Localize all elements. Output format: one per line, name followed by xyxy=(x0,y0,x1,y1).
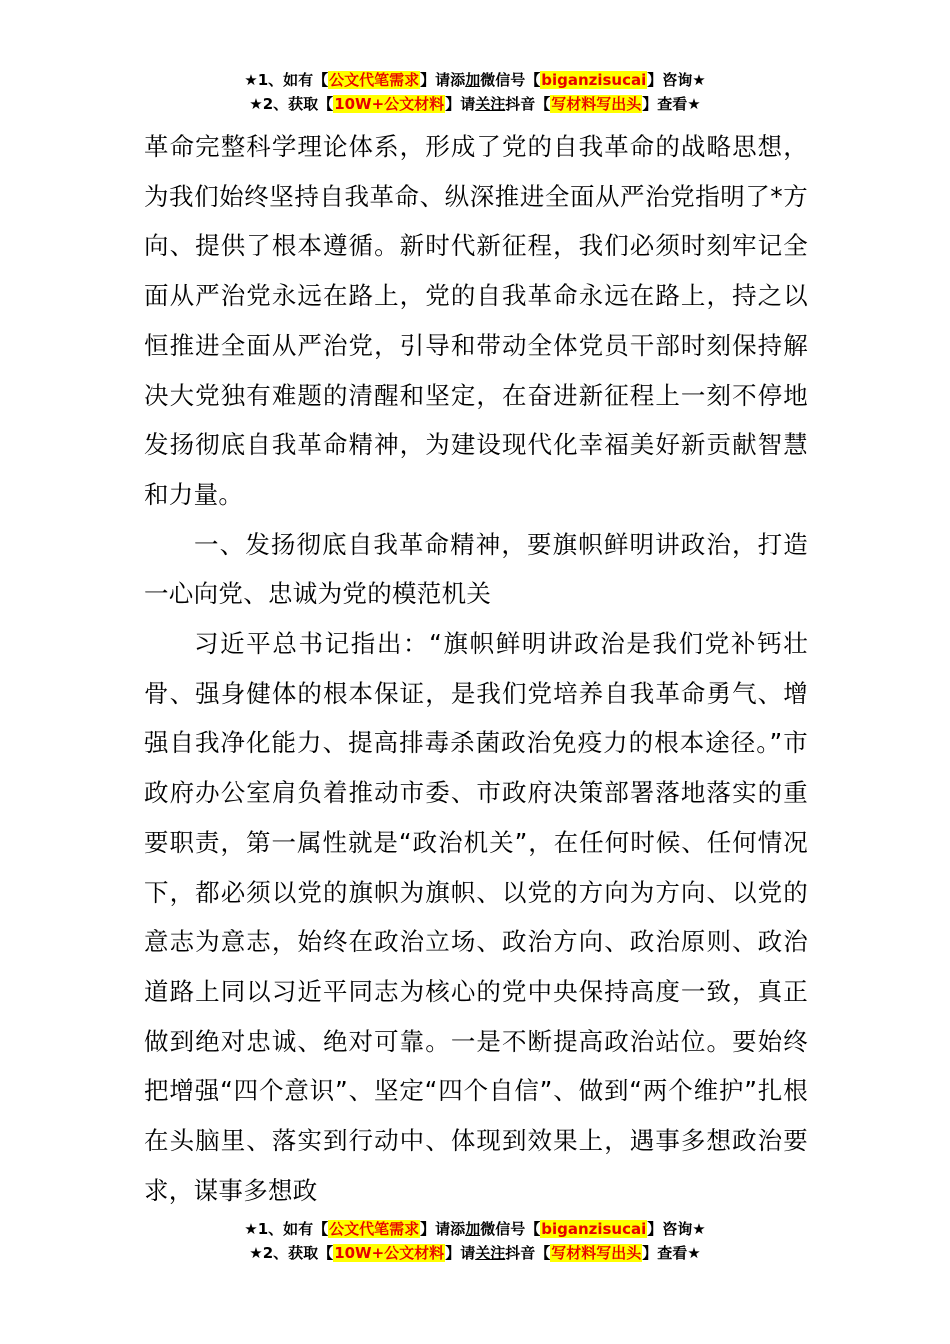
banner-text: ★1、如有【 xyxy=(244,1220,329,1238)
body-paragraph: 习近平总书记指出：“旗帜鲜明讲政治是我们党补钙壮骨、强身健体的根本保证，是我们党培养自我革命勇气、增强自我净化能力、提高排毒杀菌政治免疫力的根本途径。”市政府办公室肩负着推动市委、市政府决策部署落地落实的重要职责，第一属性就是“政治机关”，在任何时候、任何情况下，都必须以党的旗帜为旗帜、以党的方向为方向、以党的意志为意志，始终在政治立场、政治方向、政治原则、政治道路上同以习近平同志为核心的党中央保持高度一致，真正做到绝对忠诚、绝对可靠。一是不断提高政治站位。要始终把增强“四个意识”、坚定“四个自信”、做到“两个维护”扎根在头脑里、落实到行动中、体现到效果上，遇事多想政治要求，谋事多想政 xyxy=(144,629,808,1205)
banner-text: 】请添 xyxy=(420,71,466,89)
banner-highlight: 写材料写出头 xyxy=(551,95,642,113)
banner-highlight: 写材料写出头 xyxy=(551,1244,642,1262)
banner-line-1 xyxy=(0,68,950,92)
header-banner xyxy=(0,68,950,116)
banner-text: 加 xyxy=(465,1220,481,1238)
banner-line-2 xyxy=(0,1241,950,1265)
banner-text: 】咨询★ xyxy=(647,1220,706,1238)
banner-highlight: biganzisucai xyxy=(541,71,647,89)
banner-highlight: 公文代笔需求 xyxy=(329,1220,420,1238)
banner-text: 微信号【 xyxy=(480,71,541,89)
banner-line-2 xyxy=(0,92,950,116)
footer-banner xyxy=(0,1217,950,1265)
banner-text: 抖音【 xyxy=(505,1244,551,1262)
banner-text: 】请 xyxy=(445,1244,476,1262)
banner-text: ★1、如有【 xyxy=(244,71,329,89)
banner-text: ★2、获取【 xyxy=(249,95,334,113)
banner-line-1 xyxy=(0,1217,950,1241)
banner-highlight: 公文代笔需求 xyxy=(329,71,420,89)
banner-highlight: 10W+公文材料 xyxy=(334,95,445,113)
banner-text: 加 xyxy=(465,71,481,89)
banner-text: 】咨询★ xyxy=(647,71,706,89)
banner-text: 微信号【 xyxy=(480,1220,541,1238)
document-body xyxy=(144,122,808,1215)
banner-highlight: biganzisucai xyxy=(541,1220,647,1238)
banner-highlight: 10W+公文材料 xyxy=(334,1244,445,1262)
banner-text: 关注 xyxy=(475,95,506,113)
banner-text: 关注 xyxy=(475,1244,506,1262)
banner-text: 】请添 xyxy=(420,1220,466,1238)
banner-text: 】请 xyxy=(445,95,476,113)
banner-text: 】查看★ xyxy=(642,1244,701,1262)
banner-text: ★2、获取【 xyxy=(249,1244,334,1262)
section-heading: 一、发扬彻底自我革命精神，要旗帜鲜明讲政治，打造一心向党、忠诚为党的模范机关 xyxy=(144,529,808,609)
banner-text: 】查看★ xyxy=(642,95,701,113)
body-paragraph: 革命完整科学理论体系，形成了党的自我革命的战略思想，为我们始终坚持自我革命、纵深推进全面从严治党指明了*方向、提供了根本遵循。新时代新征程，我们必须时刻牢记全面从严治党永远在路上，党的自我革命永远在路上，持之以恒推进全面从严治党，引导和带动全体党员干部时刻保持解决大党独有难题的清醒和坚定，在奋进新征程上一刻不停地发扬彻底自我革命精神，为建设现代化幸福美好新贡献智慧和力量。 xyxy=(144,132,808,509)
banner-text: 抖音【 xyxy=(505,95,551,113)
